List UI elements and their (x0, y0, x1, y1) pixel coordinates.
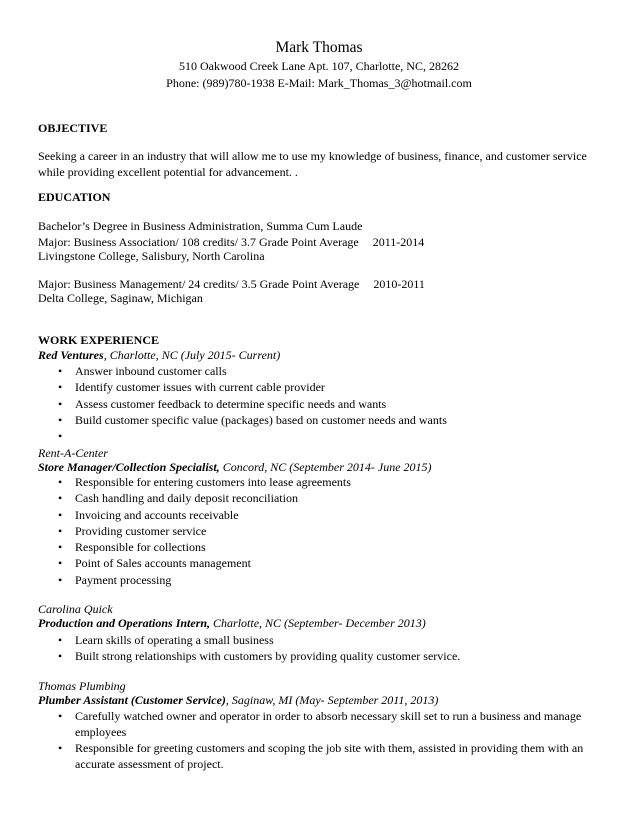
candidate-name: Mark Thomas (275, 39, 363, 56)
job-title: Plumber Assistant (Customer Service) (38, 693, 226, 707)
job-header (38, 348, 280, 364)
job-bullet-list: • Answer inbound customer calls • Identify customer issues with current cable provider • Assess customer feedback to determine specific needs and wants • Build customer specific value (packages) based on customer needs and wants • (38, 363, 447, 428)
job-bullet-list (38, 632, 460, 665)
education-school: Livingstone College, Salisbury, North Carolina (38, 249, 265, 263)
job-header (38, 693, 438, 709)
job-details: , Charlotte, NC (July 2015- Current) (103, 348, 281, 362)
job-details: Charlotte, NC (September- December 2013) (210, 616, 426, 630)
job-details: Concord, NC (September 2014- June 2015) (219, 460, 432, 474)
list-item: • Answer inbound customer calls (58, 364, 227, 378)
education-heading: EDUCATION (38, 190, 111, 204)
education-degree: Bachelor’s Degree in Business Administration, Summa Cum Laude (38, 219, 363, 233)
contact-line: Phone: (989)780-1938 E-Mail: Mark_Thomas_3@hotmail.com (166, 76, 472, 90)
list-item: • Point of Sales accounts management (58, 556, 251, 571)
job-bullet-list (38, 709, 595, 773)
list-item: • Build customer specific value (packages) based on customer needs and wants (58, 412, 447, 427)
list-item: • Learn skills of operating a small business (58, 633, 274, 647)
list-item: • Cash handling and daily deposit reconciliation (58, 491, 298, 506)
list-item: • Payment processing (58, 572, 172, 587)
list-item: • Invoicing and accounts receivable (58, 507, 239, 522)
education-major: Major: Business Management/ 24 credits/ 3.5 Grade Point Average (38, 277, 360, 291)
list-item: • Providing customer service (58, 523, 207, 538)
education-dates: 2011-2014 (372, 235, 425, 249)
list-item: • Responsible for greeting customers and scoping the job site with them, assisted in providing them with an accurate assessment of project. (58, 741, 584, 771)
job-header (38, 616, 426, 632)
job-details: , Saginaw, MI (May- September 2011, 2013) (225, 693, 439, 707)
education-school: Delta College, Saginaw, Michigan (38, 291, 203, 305)
list-item: • Assess customer feedback to determine specific needs and wants (58, 396, 387, 411)
list-item: • Carefully watched owner and operator in order to absorb necessary skill set to run a business and manage employees (58, 709, 582, 739)
list-item: • Built strong relationships with customers by providing quality customer service. (58, 649, 461, 664)
objective-heading: OBJECTIVE (38, 121, 108, 135)
list-item: • Responsible for collections (58, 540, 206, 555)
address-line: 510 Oakwood Creek Lane Apt. 107, Charlotte, NC, 28262 (179, 59, 459, 73)
job-employer: Red Ventures (38, 348, 104, 362)
education-major: Major: Business Association/ 108 credits/ 3.7 Grade Point Average (38, 235, 359, 249)
list-item: • Identify customer issues with current cable provider (58, 380, 325, 395)
job-title: Store Manager/Collection Specialist, (38, 460, 220, 474)
job-employer: Carolina Quick (38, 602, 113, 616)
resume-header (0, 38, 638, 92)
education-dates: 2010-2011 (373, 277, 425, 291)
job-employer: Thomas Plumbing (38, 679, 126, 693)
job-title: Production and Operations Intern, (38, 616, 211, 630)
work-heading: WORK EXPERIENCE (38, 333, 160, 347)
job-employer: Rent-A-Center (38, 446, 108, 460)
objective-text: Seeking a career in an industry that will allow me to use my knowledge of business, finance, and customer service while providing excellent potential for advancement. . (38, 149, 587, 179)
list-item: • Responsible for entering customers into lease agreements (58, 475, 351, 489)
job-bullet-list (38, 474, 351, 588)
